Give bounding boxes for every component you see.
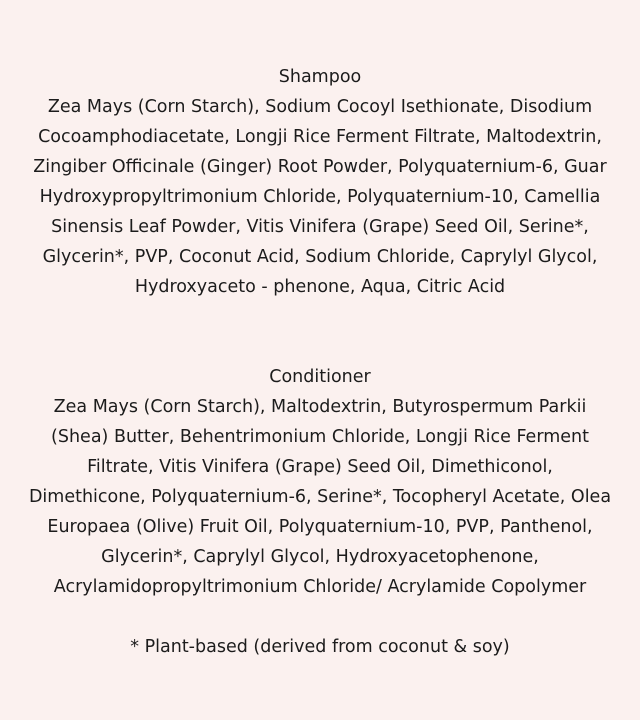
conditioner-ingredients: Zea Mays (Corn Starch), Maltodextrin, Butyrospermum Parkii (Shea) Butter, Behentrimonium Chloride, Longji Rice Ferment Filtrate, Vitis Vinifera (Grape) Seed Oil, Dimethiconol, Dimethicone, Polyquaternium-6, Serine*, Tocopheryl Acetate, Olea Europaea (Olive) Fruit Oil, Polyquaternium-10, PVP, Panthenol, Glycerin*, Caprylyl Glycol, Hydroxyacetophenone, Acrylamidopropyltrimonium Chloride/ Acrylamide Copolymer <box>28 397 612 597</box>
conditioner-section <box>28 362 612 662</box>
conditioner-title: Conditioner <box>269 367 371 387</box>
plant-based-footnote: * Plant-based (derived from coconut & soy) <box>130 637 510 657</box>
shampoo-section <box>28 62 612 302</box>
shampoo-ingredients: Zea Mays (Corn Starch), Sodium Cocoyl Isethionate, Disodium Cocoamphodiacetate, Longji Rice Ferment Filtrate, Maltodextrin, Zingiber Officinale (Ginger) Root Powder, Polyquaternium-6, Guar Hydroxypropyltrimonium Chloride, Polyquaternium-10, Camellia Sinensis Leaf Powder, Vitis Vinifera (Grape) Seed Oil, Serine*, Glycerin*, PVP, Coconut Acid, Sodium Chloride, Caprylyl Glycol, Hydroxyaceto - phenone, Aqua, Citric Acid <box>33 97 607 297</box>
shampoo-title: Shampoo <box>278 67 362 87</box>
